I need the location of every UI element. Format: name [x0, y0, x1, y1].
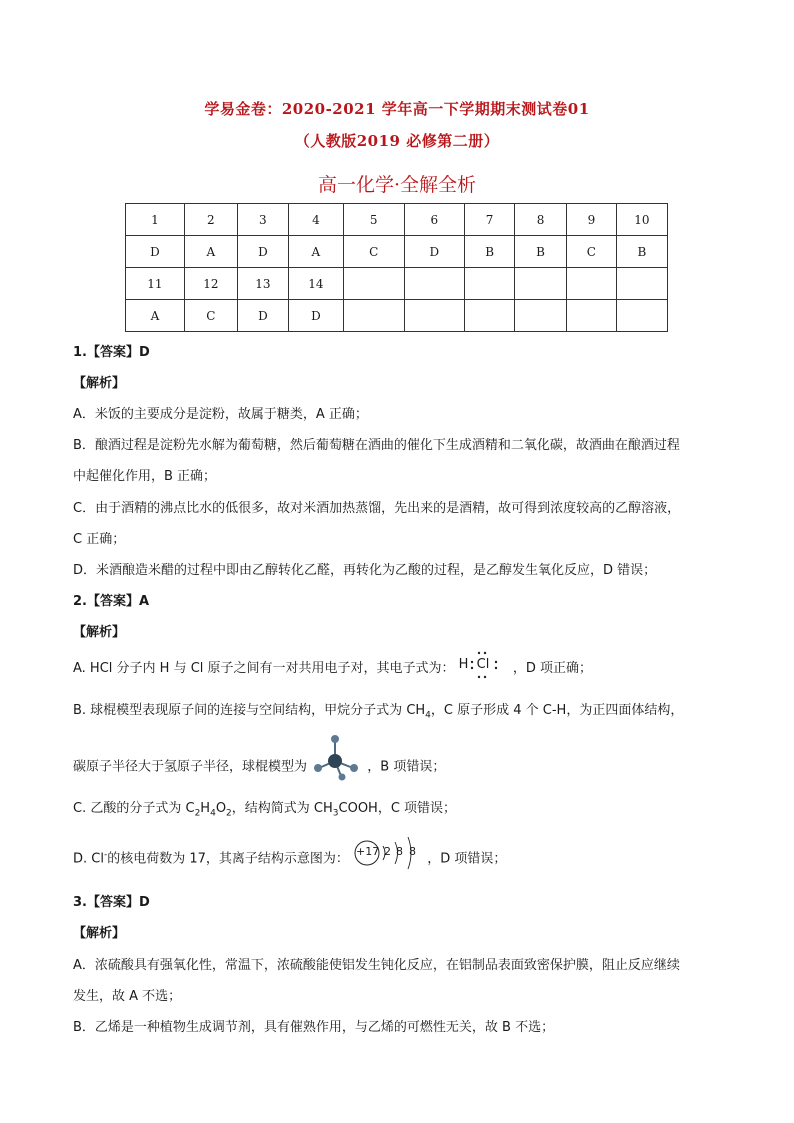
- answer-table-cell: 6: [404, 204, 465, 236]
- q2-b-text-4: ，B 项错误；: [367, 759, 446, 775]
- q2-option-a-result: ，D 项正确；: [512, 661, 592, 676]
- answer-table-cell: 5: [343, 204, 404, 236]
- q2-b-sub: 4: [425, 710, 431, 721]
- document-heading: 高一化学·全解全析: [317, 174, 477, 196]
- q2-d-sup: -: [103, 850, 108, 861]
- answer-table-cell: [515, 268, 567, 300]
- answer-table: [125, 203, 668, 332]
- q2-c-sub-3: 2: [226, 808, 232, 819]
- answer-table-cell: [566, 268, 616, 300]
- answer-table-cell: [616, 300, 667, 332]
- q3-option-a-line1: A．浓硫酸具有强氧化性，常温下，浓硫酸能使铝发生钝化反应，在铝制品表面致密保护膜，阻止反应继续: [73, 958, 680, 973]
- answer-table-row: [126, 204, 668, 236]
- answer-table-cell: B: [465, 236, 515, 268]
- answer-table-cell: [515, 300, 567, 332]
- answer-table-cell: C: [184, 300, 237, 332]
- exam-subtitle: （人教版2019 必修第二册）: [294, 132, 500, 150]
- answer-table-cell: [566, 300, 616, 332]
- q2-option-a-text: A. HCl 分子内 H 与 Cl 原子之间有一对共用电子对，其电子式为：: [73, 661, 455, 676]
- answer-table-cell: 1: [126, 204, 185, 236]
- answer-table-cell: B: [515, 236, 567, 268]
- answer-table-row: [126, 236, 668, 268]
- methane-model-icon: [311, 734, 363, 782]
- q2-answer: 2.【答案】A: [73, 594, 150, 609]
- answer-table-cell: [465, 300, 515, 332]
- answer-table-cell: D: [126, 236, 185, 268]
- answer-table-cell: 2: [184, 204, 237, 236]
- q2-c-sub-4: 3: [332, 808, 339, 819]
- q1-option-c-line1: C．由于酒精的沸点比水的低很多，故对米酒加热蒸馏，先出来的是酒精，故可得到浓度较高的乙醇溶液，: [73, 501, 681, 516]
- shell-1-electrons: 2: [384, 845, 392, 858]
- q2-b-text-3: 碳原子半径大于氢原子半径，球棍模型为: [73, 759, 308, 775]
- nucleus-charge: +17: [356, 845, 380, 858]
- q1-option-b-line1: B．酿酒过程是淀粉先水解为葡萄糖，然后葡萄糖在酒曲的催化下生成酒精和二氧化碳，故酒曲在酿酒过程: [73, 438, 680, 453]
- q3-answer: 3.【答案】D: [73, 895, 150, 910]
- answer-table-cell: [343, 268, 404, 300]
- hcl-electron-formula: [459, 650, 509, 680]
- q2-c-text-4: ，结构简式为 CH: [231, 801, 333, 816]
- q2-option-b-line2: [73, 752, 445, 782]
- answer-table-cell: 7: [465, 204, 515, 236]
- q2-c-text-2: H: [200, 801, 211, 816]
- q2-c-text-3: O: [215, 801, 227, 816]
- answer-table-cell: [404, 268, 465, 300]
- q2-d-text-1: D. Cl: [73, 851, 104, 867]
- answer-table-row: [126, 268, 668, 300]
- answer-table-cell: [343, 300, 404, 332]
- q2-option-d: [73, 845, 506, 873]
- answer-table-cell: 10: [616, 204, 667, 236]
- answer-table-cell: D: [288, 300, 343, 332]
- q2-b-text-2: ，C 原子形成 4 个 C-H，为正四面体结构，: [430, 703, 684, 718]
- answer-table-cell: D: [237, 236, 288, 268]
- answer-table-cell: 9: [566, 204, 616, 236]
- q1-answer: 1.【答案】D: [73, 345, 150, 360]
- answer-table-cell: [465, 268, 515, 300]
- shell-2-electrons: 8: [396, 845, 404, 858]
- answer-table-cell: D: [404, 236, 465, 268]
- q2-c-text-1: C. 乙酸的分子式为 C: [73, 801, 195, 816]
- answer-table-cell: C: [343, 236, 404, 268]
- q3-option-b: B．乙烯是一种植物生成调节剂，具有催熟作用，与乙烯的可燃性无关，故 B 不选；: [73, 1020, 555, 1035]
- electron-dots-icon: [459, 650, 509, 680]
- q1-analysis-label: 【解析】: [73, 376, 126, 391]
- q2-c-sub-1: 2: [194, 808, 201, 819]
- q2-d-text-3: ，D 项错误；: [427, 851, 507, 867]
- hcl-cl-symbol: Cl: [476, 656, 490, 672]
- answer-table-cell: A: [184, 236, 237, 268]
- answer-table-cell: 12: [184, 268, 237, 300]
- hcl-h-symbol: H: [458, 656, 469, 672]
- q2-option-c: [73, 797, 456, 819]
- q1-option-d: D．米酒酿造米醋的过程中即由乙醇转化乙醛，再转化为乙酸的过程，是乙醇发生氧化反应，D 错误；: [73, 563, 657, 578]
- q2-option-a: [73, 657, 592, 680]
- q1-option-a: A．米饭的主要成分是淀粉，故属于糖类，A 正确；: [73, 407, 368, 422]
- q2-b-text-1: B. 球棍模型表现原子间的连接与空间结构，甲烷分子式为 CH: [73, 703, 426, 718]
- chloride-ion-structure-diagram: [353, 833, 423, 873]
- methane-ball-stick-model: [311, 734, 363, 782]
- q2-option-b-line1: [73, 699, 683, 721]
- shell-3-electrons: 8: [409, 845, 417, 858]
- q2-c-sub-2: 4: [210, 808, 216, 819]
- answer-table-cell: 11: [126, 268, 185, 300]
- q2-analysis-label: 【解析】: [73, 625, 126, 640]
- answer-table-cell: D: [237, 300, 288, 332]
- answer-table-cell: 3: [237, 204, 288, 236]
- q1-option-b-line2: 中起催化作用，B 正确；: [73, 469, 217, 484]
- answer-table-cell: 8: [515, 204, 567, 236]
- q2-d-text-2: 的核电荷数为 17，其离子结构示意图为：: [107, 851, 349, 867]
- answer-table-cell: [404, 300, 465, 332]
- answer-table-cell: A: [126, 300, 185, 332]
- q3-option-a-line2: 发生，故 A 不选；: [73, 989, 182, 1004]
- answer-table-cell: B: [616, 236, 667, 268]
- q3-analysis-label: 【解析】: [73, 926, 126, 941]
- answer-table-cell: 13: [237, 268, 288, 300]
- answer-table-cell: A: [288, 236, 343, 268]
- answer-table-row: [126, 300, 668, 332]
- exam-title: 学易金卷：2020-2021 学年高一下学期期末测试卷01: [204, 100, 590, 118]
- answer-table-cell: [616, 268, 667, 300]
- answer-table-cell: 4: [288, 204, 343, 236]
- q2-c-text-5: COOH，C 项错误；: [338, 801, 457, 816]
- answer-table-cell: C: [566, 236, 616, 268]
- q1-option-c-line2: C 正确；: [73, 532, 126, 547]
- answer-table-cell: 14: [288, 268, 343, 300]
